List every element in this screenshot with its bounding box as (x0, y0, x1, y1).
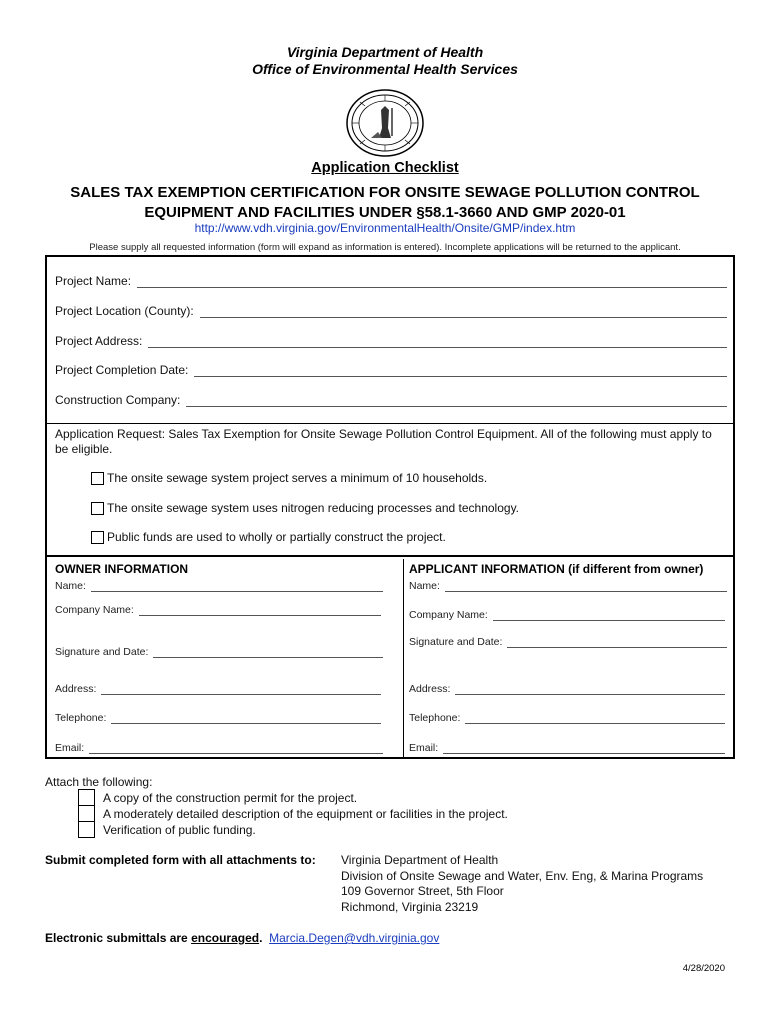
eligibility-item (91, 501, 519, 515)
applicant-signature-field[interactable] (409, 636, 727, 648)
applicant-name-field[interactable] (409, 580, 727, 592)
checklist-title: Application Checklist (311, 160, 459, 176)
submit-label: Submit completed form with all attachments to: (45, 853, 316, 867)
field-label: Address: (55, 683, 97, 695)
column-divider (403, 559, 404, 757)
eligibility-label: The onsite sewage system uses nitrogen reducing processes and technology. (107, 501, 520, 515)
attachment-item (78, 789, 357, 806)
field-label: Email: (55, 742, 85, 754)
field-label: Email: (409, 742, 439, 754)
field-label: Construction Company: (55, 393, 181, 407)
field-label: Name: (55, 580, 86, 592)
header-office: Office of Environmental Health Services (252, 61, 518, 77)
attachment-item (78, 821, 256, 838)
owner-name-field[interactable] (55, 580, 383, 592)
field-label: Project Name: (55, 274, 132, 288)
field-label: Address: (409, 683, 451, 695)
attachment-label: Verification of public funding. (103, 822, 256, 837)
attachment-label: A moderately detailed description of the equipment or facilities in the project. (103, 806, 508, 821)
applicant-address-field[interactable] (409, 683, 725, 695)
owner-company-field[interactable] (55, 604, 381, 616)
field-label: Telephone: (409, 712, 461, 724)
instructions-note: Please supply all requested information (form will expand as information is entered). Incomplete applications will be returned to the applicant. (89, 242, 681, 253)
project-address-field[interactable] (55, 334, 727, 348)
construction-company-field[interactable] (55, 393, 727, 407)
field-label: Project Address: (55, 334, 143, 348)
eligibility-label: The onsite sewage system project serves a minimum of 10 households. (107, 471, 488, 485)
field-label: Company Name: (55, 604, 134, 616)
electronic-suffix: . (259, 931, 263, 945)
address-line: Virginia Department of Health (341, 853, 499, 867)
main-title (0, 183, 770, 223)
checkbox[interactable] (91, 472, 104, 485)
owner-heading: OWNER INFORMATION (55, 562, 189, 576)
eligibility-item (91, 530, 446, 544)
applicant-telephone-field[interactable] (409, 712, 725, 724)
application-form-box (45, 255, 735, 759)
field-label: Signature and Date: (409, 636, 503, 648)
field-label: Signature and Date: (55, 646, 149, 658)
checkbox[interactable] (91, 502, 104, 515)
address-line: Richmond, Virginia 23219 (341, 900, 479, 914)
address-line: Division of Onsite Sewage and Water, Env. Eng, & Marina Programs (341, 869, 704, 883)
owner-signature-field[interactable] (55, 646, 383, 658)
checkbox[interactable] (78, 789, 95, 806)
applicant-email-field[interactable] (409, 742, 725, 754)
applicant-heading: APPLICANT INFORMATION (if different from owner) (409, 562, 704, 576)
attachment-label: A copy of the construction permit for the project. (103, 790, 358, 805)
email-link[interactable]: Marcia.Degen@vdh.virginia.gov (269, 931, 440, 945)
state-seal-icon (345, 88, 425, 158)
divider (47, 423, 733, 424)
field-label: Company Name: (409, 609, 488, 621)
eligibility-label: Public funds are used to wholly or partially construct the project. (107, 530, 446, 544)
divider (47, 555, 733, 557)
application-request: Application Request: Sales Tax Exemption for Onsite Sewage Pollution Control Equipment. All of the following must apply to be eligible. (55, 427, 712, 456)
address-line: 109 Governor Street, 5th Floor (341, 884, 504, 898)
form-date: 4/28/2020 (682, 963, 725, 974)
main-title-line1: SALES TAX EXEMPTION CERTIFICATION FOR ONSITE SEWAGE POLLUTION CONTROL (70, 184, 700, 201)
electronic-emphasis: encouraged (191, 931, 260, 945)
main-title-line2: EQUIPMENT AND FACILITIES UNDER §58.1-3660 AND GMP 2020-01 (144, 204, 626, 221)
checkbox[interactable] (91, 531, 104, 544)
checkbox[interactable] (78, 821, 95, 838)
field-label: Name: (409, 580, 440, 592)
electronic-prefix: Electronic submittals are (45, 931, 192, 945)
owner-telephone-field[interactable] (55, 712, 381, 724)
checkbox[interactable] (78, 805, 95, 822)
project-location-field[interactable] (55, 304, 727, 318)
electronic-submittal-note (45, 931, 439, 945)
project-completion-date-field[interactable] (55, 363, 727, 377)
owner-email-field[interactable] (55, 742, 383, 754)
field-label: Telephone: (55, 712, 107, 724)
gmp-link[interactable]: http://www.vdh.virginia.gov/EnvironmentalHealth/Onsite/GMP/index.htm (194, 221, 576, 235)
field-label: Project Location (County): (55, 304, 194, 318)
project-name-field[interactable] (55, 274, 727, 288)
field-label: Project Completion Date: (55, 363, 189, 377)
eligibility-item (91, 471, 487, 485)
owner-address-field[interactable] (55, 683, 381, 695)
header-agency: Virginia Department of Health (286, 44, 484, 60)
attachment-item (78, 805, 508, 822)
applicant-company-field[interactable] (409, 609, 725, 621)
attach-heading: Attach the following: (45, 775, 153, 789)
